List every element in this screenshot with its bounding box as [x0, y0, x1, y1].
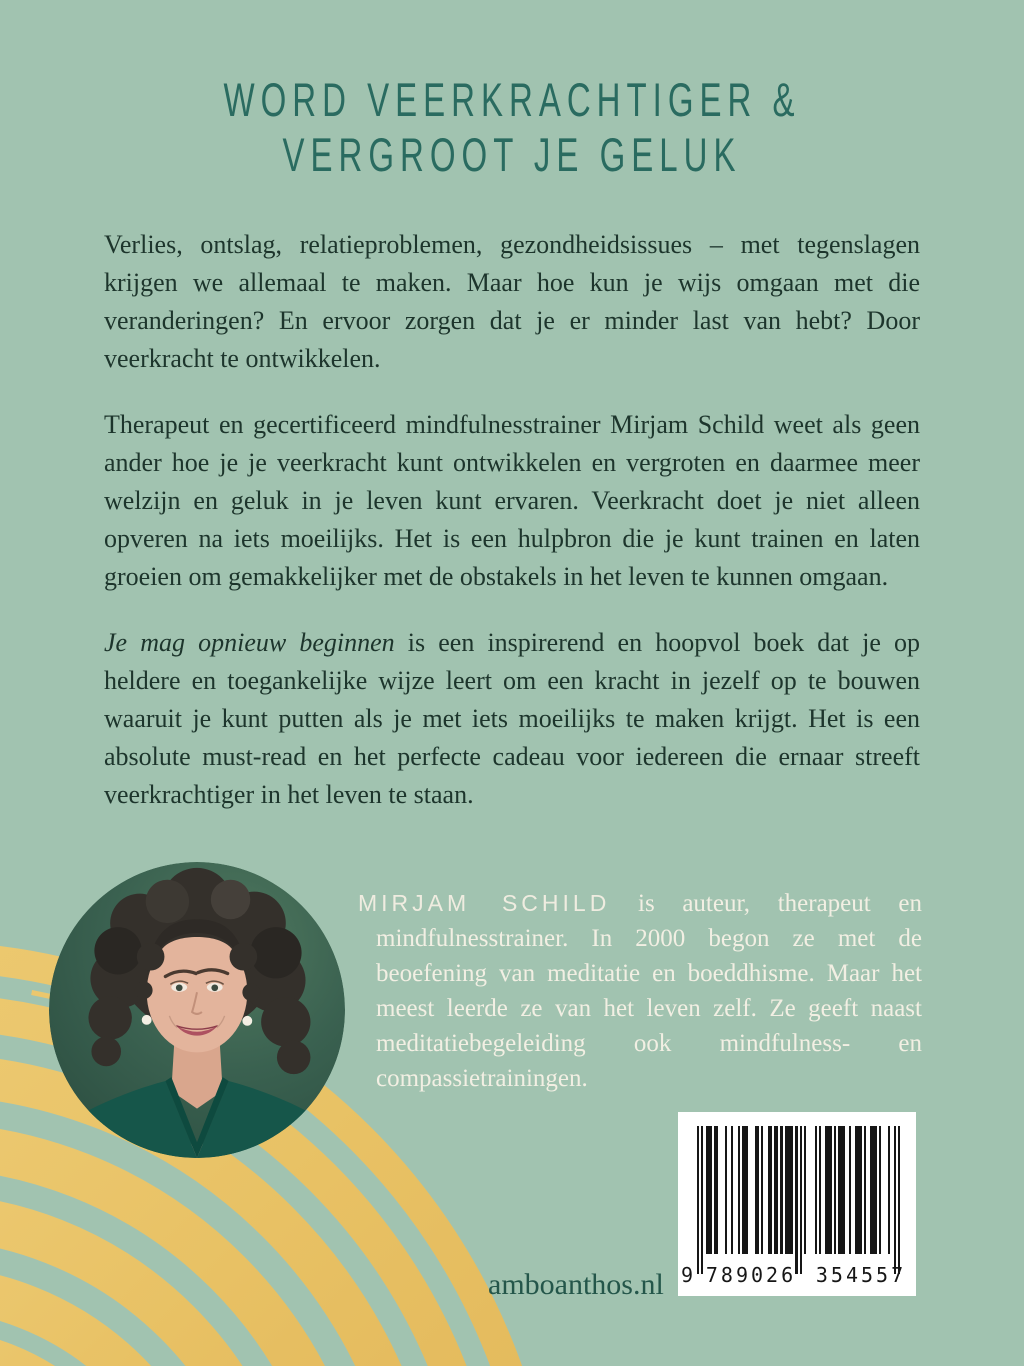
author-photo — [49, 862, 345, 1158]
barcode-bars — [697, 1126, 901, 1276]
headline-line-2: VERGROOT JE GELUK — [282, 128, 742, 181]
isbn-digit-lead: 9 — [680, 1263, 694, 1287]
blurb-paragraph-3 — [104, 624, 920, 814]
blurb-paragraph-2-text: Therapeut en gecertificeerd mindfulnesstrainer Mirjam Schild weet als geen ander hoe je je veerkracht kunt ontwikkelen en vergroten en daarmee meer welzijn en geluk in je leven kunt ervaren. Veerkracht doet je niet alleen opveren na iets moeilijks. Het is een hulpbron die je kunt trainen en laten groeien om gemakkelijker met de obstakels in het leven te kunnen omgaan. — [104, 410, 920, 591]
author-bio — [358, 886, 922, 1096]
isbn-digits-right: 354557 — [815, 1263, 907, 1287]
blurb — [104, 226, 920, 842]
author-bio-text: is auteur, therapeut en mindfulnesstrainer. In 2000 begon ze met de beoefening van meditatie en boeddhisme. Maar het meest leerde ze van het leven zelf. Ze geeft naast meditatiebegeleiding ook mindfulness- en compassietrainingen. — [376, 890, 922, 1092]
headline-line-1: WORD VEERKRACHTIGER & — [223, 73, 801, 126]
headline — [0, 72, 1024, 182]
blurb-paragraph-2 — [104, 406, 920, 596]
publisher-website: amboanthos.nl — [488, 1268, 664, 1301]
isbn-barcode — [678, 1112, 916, 1296]
book-title-italic: Je mag opnieuw beginnen — [104, 628, 395, 657]
blurb-paragraph-1-text: Verlies, ontslag, relatieproblemen, gezondheidsissues – met tegenslagen krijgen we allemaal te maken. Maar hoe kun je wijs omgaan met die veranderingen? En ervoor zorgen dat je er minder last van hebt? Door veerkracht te ontwikkelen. — [104, 230, 920, 373]
author-name: MIRJAM SCHILD — [358, 890, 611, 916]
blurb-paragraph-1 — [104, 226, 920, 378]
isbn-digits-left: 789026 — [705, 1263, 797, 1287]
author-portrait-illustration — [49, 862, 345, 1158]
blurb-paragraph-3-text: is een inspirerend en hoopvol boek dat je op heldere en toegankelijke wijze leert om een kracht in jezelf op te bouwen waaruit je kunt putten als je met iets moeilijks te maken krijgt. Het is een absolute must-read en het perfecte cadeau voor iedereen die ernaar streeft veerkrachtiger in het leven te staan. — [104, 628, 921, 809]
isbn-digits — [678, 1262, 916, 1286]
